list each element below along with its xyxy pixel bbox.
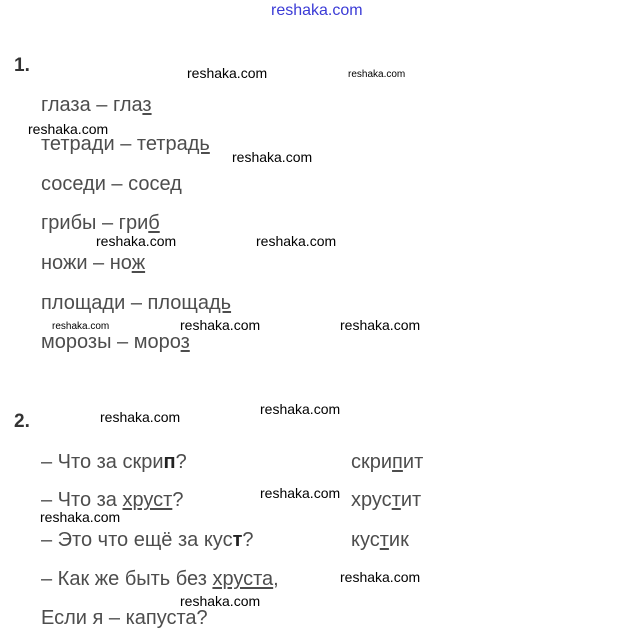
plural-word: глаза [41, 94, 91, 116]
bold-consonant: т [232, 529, 243, 551]
plural-word: грибы [41, 212, 97, 234]
poem-text: ? [175, 451, 187, 473]
underlined-consonant: т [391, 489, 401, 511]
watermark: reshaka.com [40, 509, 121, 525]
underlined-consonant: т [379, 529, 389, 551]
underlined-consonant: дь [208, 292, 232, 314]
answer-word [351, 529, 409, 552]
singular-stem: тетра [136, 133, 188, 155]
watermark: reshaka.com [260, 401, 341, 417]
plural-word: ножи [41, 252, 88, 274]
answer-text: ит [400, 489, 422, 511]
watermark: reshaka.com [340, 569, 421, 585]
poem-text: – Как же быть без [41, 568, 213, 590]
poem-line [41, 451, 187, 474]
singular-stem: но [109, 252, 132, 274]
underlined-word: хруста [212, 568, 274, 590]
answer-word [351, 489, 421, 512]
plural-word: соседи [41, 173, 106, 195]
watermark: reshaka.com [180, 593, 261, 609]
plural-word: морозы [41, 331, 112, 353]
watermark: reshaka.com [96, 233, 177, 249]
dash: – [105, 173, 129, 195]
singular-stem: моро [133, 331, 181, 353]
plural-word: тетради [41, 133, 115, 155]
underlined-consonant: з [180, 331, 190, 353]
answer-text: скри [351, 451, 393, 473]
dash: – [125, 292, 148, 314]
poem-text: – Что за скри [41, 451, 164, 473]
word-pair-line [41, 94, 152, 117]
underlined-consonant: ж [131, 252, 146, 274]
answer-text: кус [351, 529, 380, 551]
watermark: reshaka.com [260, 485, 341, 501]
singular-stem: гла [112, 94, 143, 116]
singular-stem: площа [147, 292, 209, 314]
watermark: reshaka.com [340, 317, 421, 333]
dash: – [111, 331, 134, 353]
plural-word: площади [41, 292, 126, 314]
singular-stem: сосе [128, 173, 171, 195]
answer-text: ит [402, 451, 424, 473]
poem-text: ? [172, 489, 184, 511]
answer-text: ик [388, 529, 409, 551]
poem-line [41, 568, 279, 591]
poem-text: , [273, 568, 279, 590]
underlined-consonant: д [170, 173, 182, 195]
word-pair-line [41, 292, 231, 315]
watermark: reshaka.com [187, 65, 268, 81]
word-pair-line [41, 212, 160, 235]
poem-text: Если я – капуста? [41, 607, 208, 629]
watermark: reshaka.com [28, 121, 109, 137]
poem-text: – Это что ещё за кус [41, 529, 233, 551]
underlined-consonant: з [142, 94, 152, 116]
watermark: reshaka.com [232, 149, 313, 165]
answer-word [351, 451, 423, 474]
poem-text: – Что за [41, 489, 123, 511]
watermark: reshaka.com [52, 321, 110, 332]
header-watermark: reshaka.com [271, 2, 363, 19]
poem-line [41, 607, 208, 630]
watermark: reshaka.com [348, 69, 406, 80]
word-pair-line [41, 252, 145, 275]
dash: – [87, 252, 110, 274]
singular-stem: гри [118, 212, 149, 234]
poem-line [41, 529, 253, 552]
dash: – [96, 212, 119, 234]
watermark: reshaka.com [180, 317, 261, 333]
underlined-consonant: дь [187, 133, 210, 155]
word-pair-line [41, 331, 190, 354]
dash: – [114, 133, 137, 155]
watermark: reshaka.com [100, 409, 181, 425]
underlined-word: хруст [122, 489, 173, 511]
word-pair-line [41, 173, 182, 196]
dash: – [90, 94, 113, 116]
watermark: reshaka.com [256, 233, 337, 249]
section-1-number: 1. [14, 55, 30, 76]
underlined-consonant: п [392, 451, 403, 473]
underlined-consonant: б [148, 212, 160, 234]
section-2-number: 2. [14, 411, 30, 432]
bold-consonant: п [163, 451, 176, 473]
poem-text: ? [242, 529, 254, 551]
answer-text: хрус [351, 489, 392, 511]
